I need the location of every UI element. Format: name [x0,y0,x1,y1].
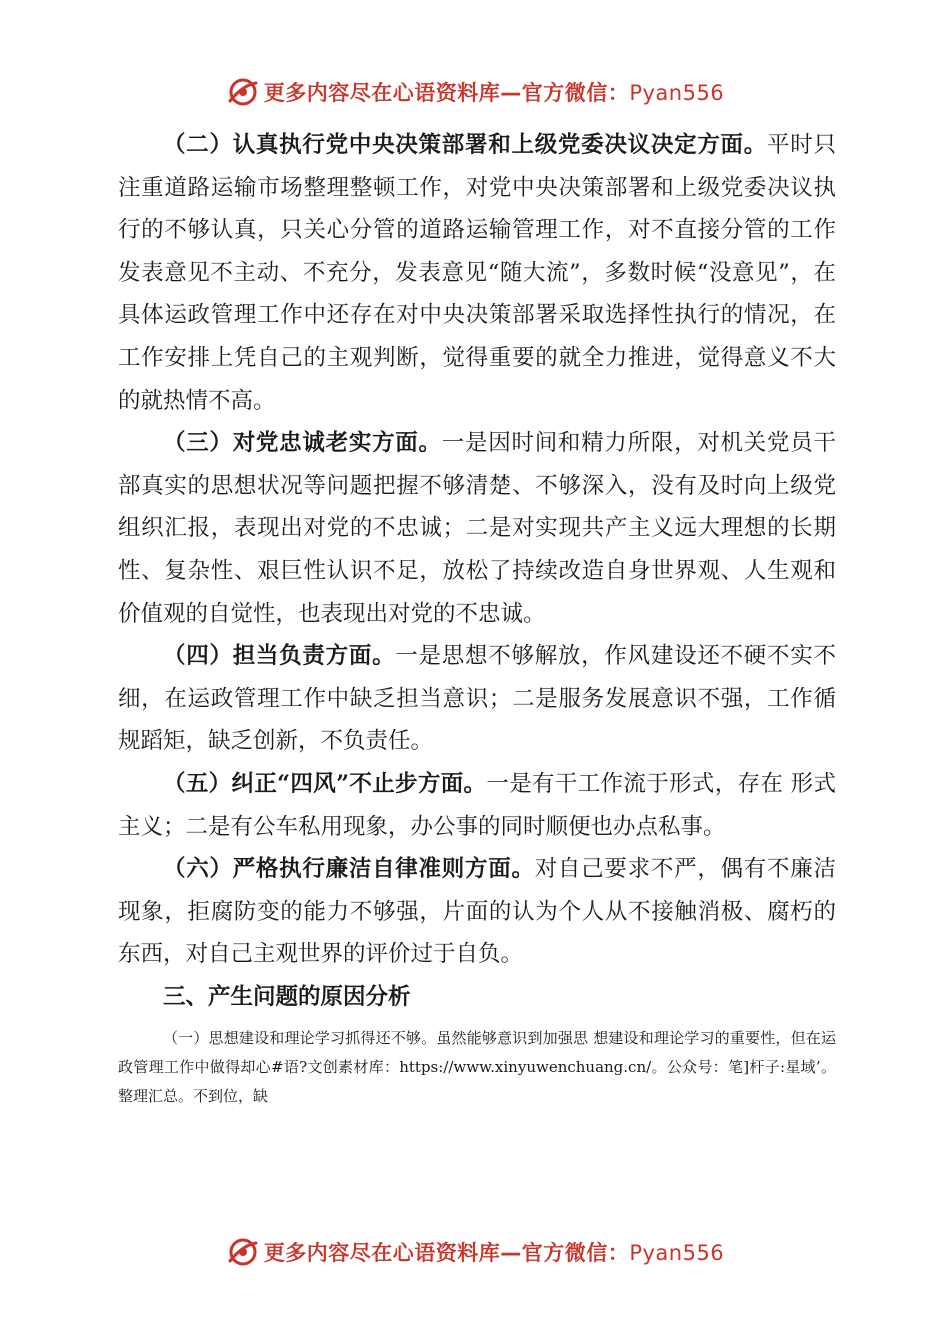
section-5-body: 一是有干工作流于形式，存在 形式主义；二是有公车私用现象，办公事的同时顺便也办点私事。 [118,770,837,840]
section-4-paragraph [118,635,836,763]
section-2-heading: （二）认真执行党中央决策部署和上级党委决议决定方面。 [163,132,768,158]
wechat-id: Pyan556 [629,81,725,105]
logo-icon [226,1235,260,1269]
section-5-heading: （五）纠正“四风”不止步方面。 [163,770,487,797]
section-6-heading: （六）严格执行廉洁自律准则方面。 [163,856,535,883]
wechat-id: Pyan556 [629,1241,725,1265]
document-body [118,124,836,1111]
small-print-paragraph: （一）思想建设和理论学习抓得还不够。虽然能够意识到加强思 想建设和理论学习的重要性，但在运政管理工作中做得却心#语?文创素材库：https://www.xinyuwenchuang.cn/。公众号：笔]杆子:星域’。整理汇总。不到位，缺 [118,1029,836,1106]
section-6-paragraph [118,848,836,976]
section-3-body: 一是因时间和精力所限，对机关党员干部真实的思想状况等问题把握不够清楚、不够深入，没有及时向上级党组织汇报，表现出对党的不忠诚；二是对实现共产主义远大理想的长期性、复杂性、艰巨性认识不足，放松了持续改造自身世界观、人生观和价值观的自觉性，也表现出对党的不忠诚。 [118,430,836,627]
section-6-body: 对自己要求不严，偶有不廉洁现象，拒腐防变的能力不够强，片面的认为个人从不接触消极、腐朽的东西，对自己主观世界的评价过于自负。 [118,856,836,968]
banner-text: 更多内容尽在心语资料库—官方微信：Pyan556 [263,81,725,105]
section-2-paragraph [118,124,836,422]
section-5-paragraph [118,763,836,848]
section-4-heading: （四）担当负责方面。 [163,643,396,670]
section-2-body: 平时只注重道路运输市场整理整顿工作，对党中央决策部署和上级党委决议执行的不够认真，只关心分管的道路运输管理工作，对不直接分管的工作发表意见不主动、不充分，发表意见“随大流”，多数时候“没意见”，在具体运政管理工作中还存在对中央决策部署采取选择性执行的情况，在工作安排上凭自己的主观判断，觉得重要的就全力推进，觉得意义不大的就热情不高。 [118,132,836,414]
section-3-heading: （三）对党忠诚老实方面。 [163,430,442,457]
part-3-title: 三、产生问题的原因分析 [163,983,411,1010]
section-4-body: 一是思想不够解放，作风建设还不硬不实不细，在运政管理工作中缺乏担当意识；二是服务发展意识不强，工作循规蹈矩，缺乏创新，不负责任。 [118,643,836,755]
logo-icon [226,75,260,109]
header-banner [0,72,950,112]
section-3-paragraph [118,422,836,635]
banner-text: 更多内容尽在心语资料库—官方微信：Pyan556 [263,1241,725,1265]
footer-banner [0,1232,950,1272]
